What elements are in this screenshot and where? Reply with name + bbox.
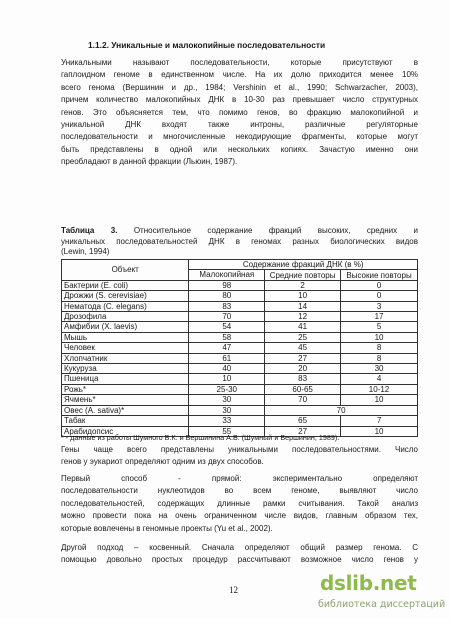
table-cell-object: Табак [62,416,189,426]
table-cell-value: 8 [341,343,418,353]
text-line: генов. Это объясняется тем, что помимо генов, во фракцию малокопийной и [61,107,418,117]
table-row [62,416,418,426]
table-cell-value: 20 [265,364,341,374]
table-cell-value: 27 [265,426,341,436]
table-cell-value: 55 [189,426,265,436]
table-body [62,280,418,436]
table-cell-value: 83 [265,374,341,384]
table-cell-value: 10-12 [341,384,418,394]
text-line: причем количество малокопийных ДНК в 10-30 раз превышает число структурных [61,95,418,105]
watermark-subtitle: библиотека диссертаций [318,599,446,610]
table-row [62,405,418,415]
table-cell-value: 98 [189,280,265,290]
table-row [62,395,418,405]
table-row [62,301,418,311]
table-cell-value: 7 [341,416,418,426]
table-row [62,374,418,384]
table-cell-value: 54 [189,322,265,332]
table-cell-value: 2 [265,280,341,290]
table-row [62,384,418,394]
table-cell-value: 80 [189,291,265,301]
table-cell-value: 14 [265,301,341,311]
table-cell-value: 17 [341,312,418,322]
table-cell-value: 25-30 [189,384,265,394]
text-line: уникальной ДНК входят также интроны, различные регуляторные [61,119,418,129]
table-cell-object: Нематода (C. elegans) [62,301,189,311]
table-cell-object: Мышь [62,332,189,342]
table-cell-value: 0 [341,291,418,301]
table-cell-object: Амфибии (X. laevis) [62,322,189,332]
table-cell-value: 33 [189,416,265,426]
table-cell-value: 8 [341,353,418,363]
table-cell-object: Дрозофила [62,312,189,322]
text-line: помощью довольно простых процедур рассчитывают возможное число генов у [61,555,418,565]
text-line: можно провести пока на очень ограниченном числе видов, главным образом тех, [61,511,418,521]
column-header-object: Объект [62,260,189,281]
table-row [62,353,418,363]
table-cell-value: 3 [341,301,418,311]
table-row [62,291,418,301]
text-line: гаплоидном геноме в единственном числе. На их долю приходится менее 10% [61,70,418,80]
table-cell-value: 10 [265,291,341,301]
table-cell-value: 60-65 [265,384,341,394]
paragraph-genes [61,444,418,469]
table-row [62,364,418,374]
table-row [62,280,418,290]
table-cell-value: 47 [189,343,265,353]
table-cell-value: 30 [341,364,418,374]
table-cell-object: Хлопчатник [62,353,189,363]
text-line: генов у эукариот определяют одним из двух способов. [61,457,264,467]
caption-line: Таблица 3. Относительное содержание фракций высоких, средних и [61,226,418,235]
table-cell-value: 61 [189,353,265,363]
column-header-high-repeats: Высокие повторы [341,270,418,280]
table-caption [61,226,418,258]
table-cell-value: 27 [265,353,341,363]
table-row [62,343,418,353]
table-cell-value: 25 [265,332,341,342]
table-cell-value: 30 [189,405,265,415]
column-header-mid-repeats: Средние повторы [265,270,341,280]
text-line: Первый способ - прямой: экспериментально определяют [61,474,418,483]
text-line: всего генома (Вершинин и др., 1984; Vershinin et al., 1990; Schwarzacher, 2003), [61,82,418,92]
table-cell-value: 65 [265,416,341,426]
column-group-header: Содержание фракций ДНК (в %) [189,260,418,270]
table-cell-object: Пшеница [62,374,189,384]
text-line: Другой подход – косвенный. Сначала определяют общий размер генома. С [61,543,418,552]
table-cell-object: Кукуруза [62,364,189,374]
table-label: Таблица 3. [61,226,118,235]
page-number: 12 [229,585,238,595]
table-cell-value: 70 [189,312,265,322]
table-cell-value: 83 [189,301,265,311]
text-line: Гены чаще всего представлены уникальными последовательностями. Число [61,445,418,454]
table-cell-value: 58 [189,332,265,342]
table-row [62,322,418,332]
paragraph-indirect-method [61,542,418,567]
table-cell-object: Человек [62,343,189,353]
table-row [62,312,418,322]
text-line: которые вовлечены в геномные проекты (Yu et al., 2002). [61,523,273,533]
table-cell-value: 45 [265,343,341,353]
paragraph-direct-method [61,473,418,535]
table-cell-object: Ячмень* [62,395,189,405]
caption-line: (Lewin, 1994) [61,247,110,257]
table-cell-value: 70 [265,395,341,405]
table-cell-value: 12 [265,312,341,322]
text-line: быть представлены в одной или нескольких копиях. Зачастую именно они [61,144,418,154]
text-line: последовательности нуклеотидов во всем геноме, выявляют число [61,486,418,496]
table-cell-value: 41 [265,322,341,332]
table-cell-value: 30 [189,395,265,405]
text-line: преобладают в данной фракции (Льюин, 1987). [61,157,238,167]
column-header-low-copy: Малокопийная [189,270,265,280]
table-cell-object: Бактерии (E. coli) [62,280,189,290]
table-row [62,332,418,342]
watermark [316,571,446,615]
table-cell-object: Рожь* [62,384,189,394]
watermark-logo: dslib.net [320,571,417,595]
paragraph-unique-sequences [61,57,418,169]
table-cell-value: 40 [189,364,265,374]
table-cell-value: 70 [265,405,418,415]
table-cell-value: 10 [189,374,265,384]
dna-fractions-table [61,259,418,437]
table-cell-value: 10 [341,395,418,405]
table-cell-value: 0 [341,280,418,290]
text-line: последовательностей, содержащих длинные рамки считывания. Такой анализ [61,498,418,508]
table-cell-value: 10 [341,426,418,436]
table-footnote: * - данные из работы Шумного В.К. и Вершинина А.В. (Шумный и Вершинин, 1989). [61,433,340,442]
table-cell-value: 4 [341,374,418,384]
caption-line: уникальных последовательностей ДНК в геномах разных биологических видов [61,236,418,246]
text-line: последовательности и многочисленные некодирующие фрагменты, которые могут [61,132,418,142]
table-cell-value: 5 [341,322,418,332]
table-cell-object: Дрожжи (S. cerevisiae) [62,291,189,301]
table-cell-object: Арабидопсис [62,426,189,436]
text-line: Уникальными называют последовательности, которые присутствуют в [61,58,418,67]
section-heading: 1.1.2. Уникальные и малокопийные последовательности [88,40,326,50]
table-cell-value: 10 [341,332,418,342]
table-cell-object: Овес (A. sativa)* [62,405,189,415]
